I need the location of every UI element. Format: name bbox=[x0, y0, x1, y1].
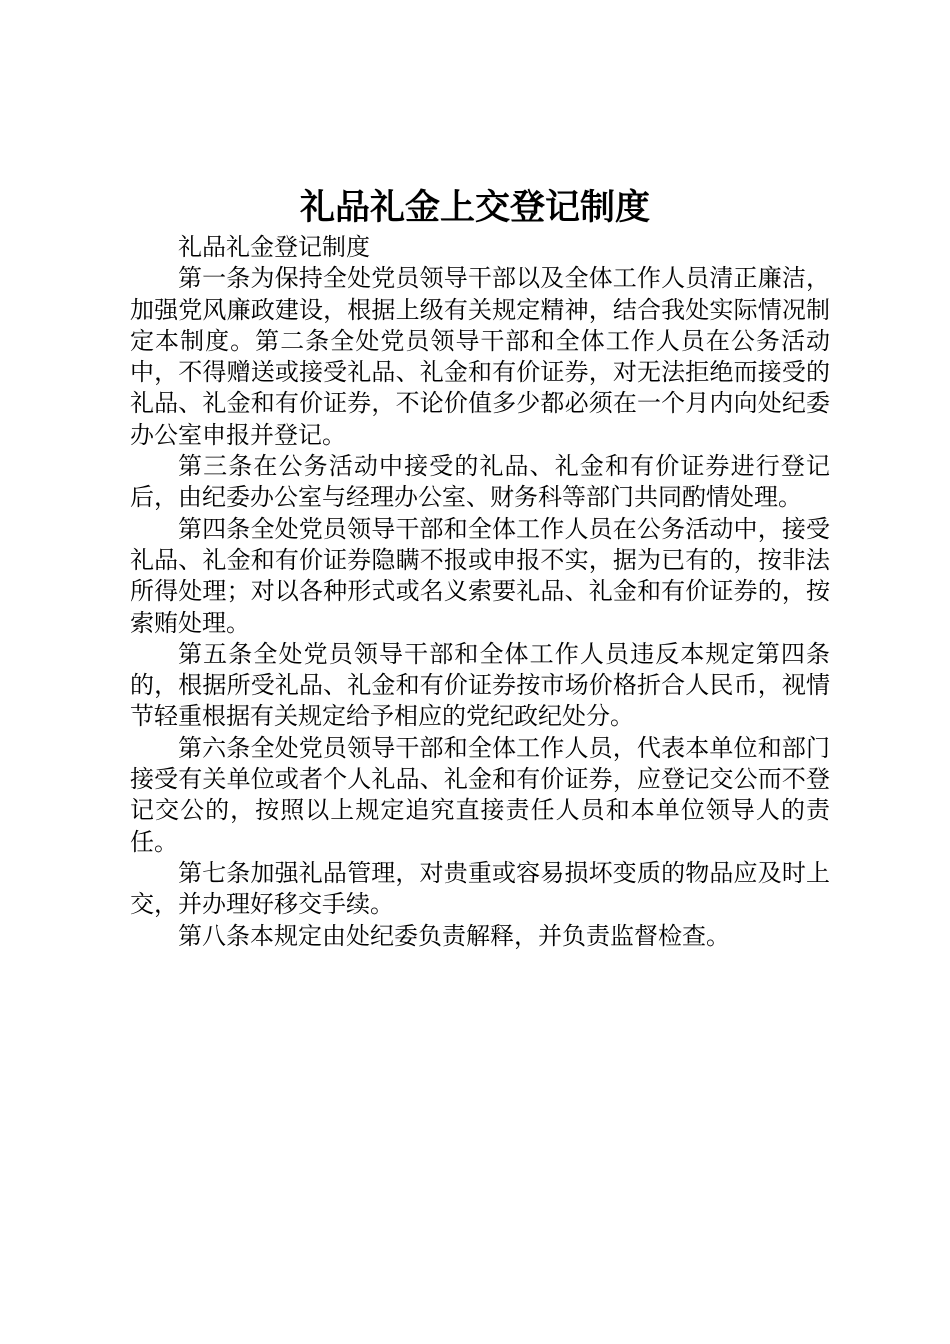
document-title: 礼品礼金上交登记制度 bbox=[299, 187, 650, 228]
paragraph-article-3: 第三条在公务活动中接受的礼品、礼金和有价证券进行登记后，由纪委办公室与经理办公室、财务科等部门共同酌情处理。 bbox=[130, 452, 830, 512]
paragraph-article-5: 第五条全处党员领导干部和全体工作人员违反本规定第四条的，根据所受礼品、礼金和有价证券按市场价格折合人民币，视情节轻重根据有关规定给予相应的党纪政纪处分。 bbox=[130, 639, 830, 731]
document-subtitle: 礼品礼金登记制度 bbox=[178, 233, 370, 261]
paragraph-article-4: 第四条全处党员领导干部和全体工作人员在公务活动中，接受礼品、礼金和有价证券隐瞒不报或申报不实，据为已有的，按非法所得处理；对以各种形式或名义索要礼品、礼金和有价证券的，按索贿处理。 bbox=[130, 514, 830, 637]
paragraph-article-8: 第八条本规定由处纪委负责解释，并负责监督检查。 bbox=[178, 921, 730, 950]
paragraph-article-7: 第七条加强礼品管理，对贵重或容易损坏变质的物品应及时上交，并办理好移交手续。 bbox=[130, 858, 830, 919]
paragraph-article-6: 第六条全处党员领导干部和全体工作人员，代表本单位和部门接受有关单位或者个人礼品、礼金和有价证券，应登记交公而不登记交公的，按照以上规定追究直接责任人员和本单位领导人的责任。 bbox=[130, 733, 830, 856]
paragraph-article-1-2: 第一条为保持全处党员领导干部以及全体工作人员清正廉洁，加强党风廉政建设，根据上级有关规定精神，结合我处实际情况制定本制度。第二条全处党员领导干部和全体工作人员在公务活动中，不得赠送或接受礼品、礼金和有价证券，对无法拒绝而接受的礼品、礼金和有价证券，不论价值多少都必须在一个月内向处纪委办公室申报并登记。 bbox=[130, 264, 830, 449]
document-body bbox=[130, 232, 830, 952]
